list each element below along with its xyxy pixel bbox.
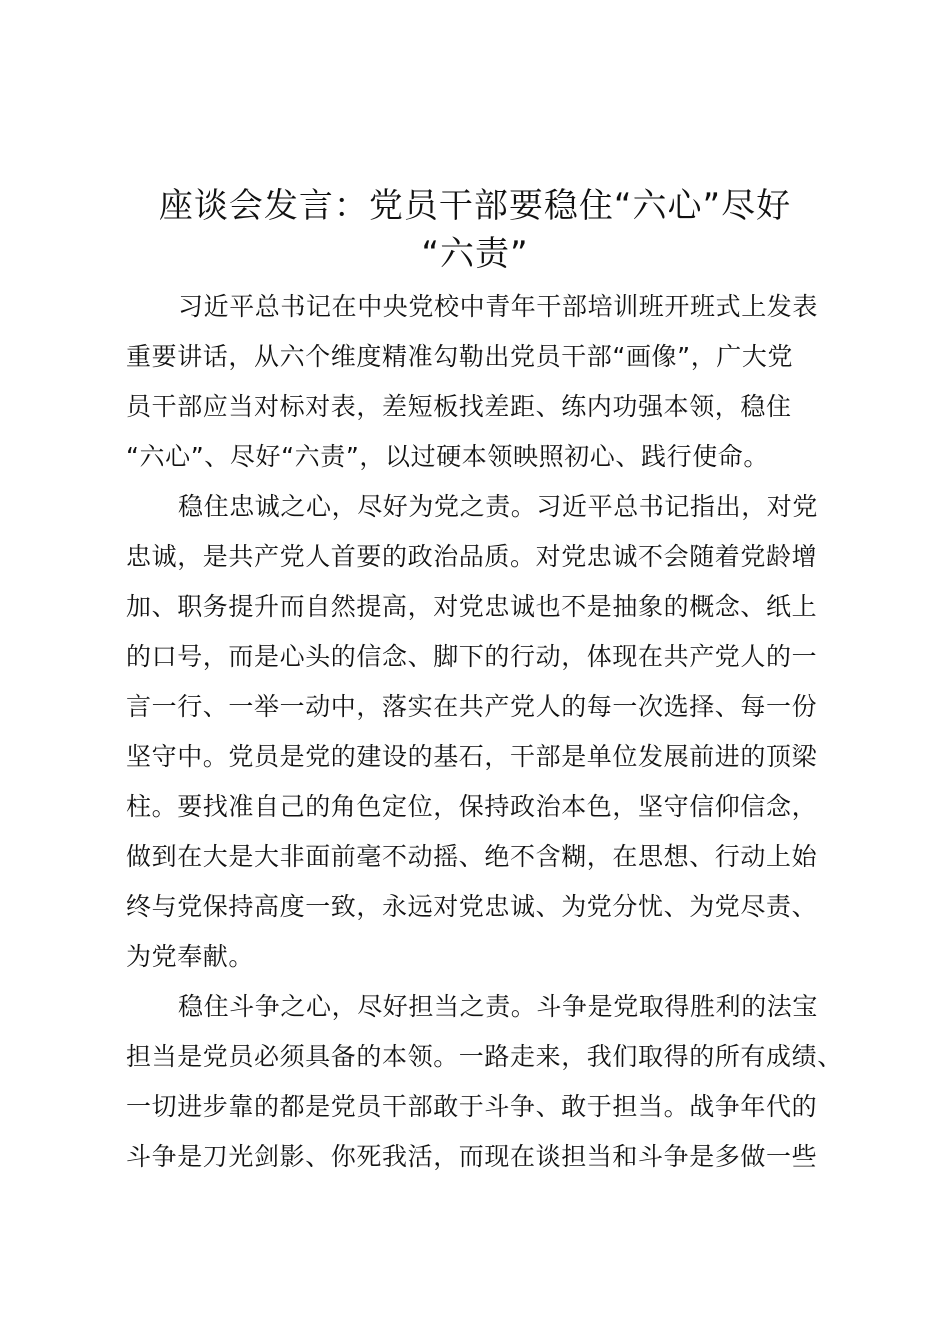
title-line-2: “六责”: [421, 234, 529, 274]
paragraph-line: 稳住忠诚之心，尽好为党之责。习近平总书记指出，对党: [178, 492, 819, 521]
paragraph-line: 的口号，而是心头的信念、脚下的行动，体现在共产党人的一: [126, 642, 818, 671]
paragraph-line: 重要讲话，从六个维度精准勾勒出党员干部“画像”，广大党: [126, 342, 794, 371]
paragraph-line: 言一行、一举一动中，落实在共产党人的每一次选择、每一份: [126, 692, 818, 721]
paragraph-line: 终与党保持高度一致，永远对党忠诚、为党分忧、为党尽责、: [126, 892, 818, 921]
paragraph-line: 柱。要找准自己的角色定位，保持政治本色，坚守信仰信念，: [126, 792, 818, 821]
paragraph-line: 稳住斗争之心，尽好担当之责。斗争是党取得胜利的法宝: [178, 992, 819, 1021]
paragraph-line: 为党奉献。: [126, 942, 255, 971]
paragraph-line: 坚守中。党员是党的建设的基石，干部是单位发展前进的顶梁: [126, 742, 818, 771]
paragraph-line: 员干部应当对标对表，差短板找差距、练内功强本领，稳住: [126, 392, 792, 421]
paragraph-line: 习近平总书记在中央党校中青年干部培训班开班式上发表: [178, 292, 819, 321]
paragraph-line: 担当是党员必须具备的本领。一路走来，我们取得的所有成绩、: [126, 1042, 843, 1071]
paragraph-3: [126, 982, 843, 1182]
paragraph-line: “六心”、尽好“六责”，以过硬本领映照初心、践行使命。: [126, 442, 770, 471]
paragraph-line: 忠诚，是共产党人首要的政治品质。对党忠诚不会随着党龄增: [126, 542, 818, 571]
paragraph-line: 斗争是刀光剑影、你死我活，而现在谈担当和斗争是多做一些: [126, 1142, 818, 1171]
document-title: [110, 182, 840, 278]
document-body: [126, 282, 843, 1182]
title-line-1: 座谈会发言：党员干部要稳住“六心”尽好: [158, 186, 792, 226]
paragraph-line: 一切进步靠的都是党员干部敢于斗争、敢于担当。战争年代的: [126, 1092, 818, 1121]
paragraph-line: 做到在大是大非面前毫不动摇、绝不含糊，在思想、行动上始: [126, 842, 818, 871]
paragraph-line: 加、职务提升而自然提高，对党忠诚也不是抽象的概念、纸上: [126, 592, 818, 621]
paragraph-1: [126, 282, 832, 482]
paragraph-2: [126, 482, 832, 982]
